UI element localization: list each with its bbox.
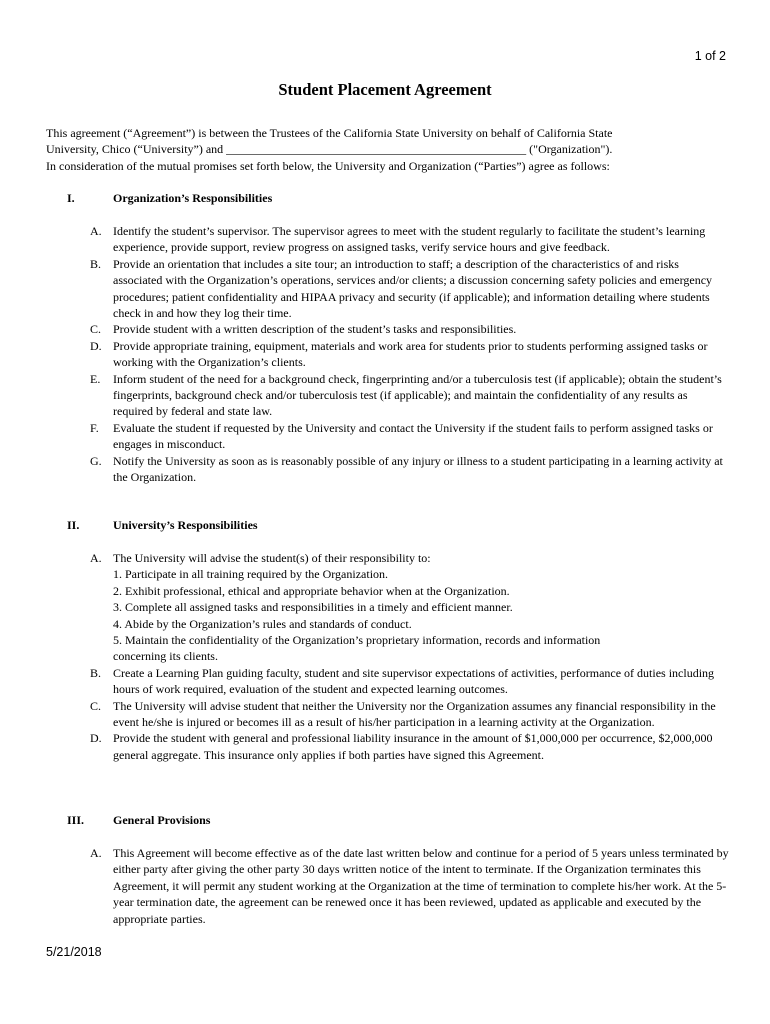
sub-item: 5. Maintain the confidentiality of the Organization’s proprietary information, records and information xyxy=(113,633,601,648)
intro-line: This agreement (“Agreement”) is between the Trustees of the California State University on behalf of California State xyxy=(46,126,613,140)
item-letter: G. xyxy=(90,453,102,468)
item-letter: D. xyxy=(90,731,102,746)
list-item xyxy=(90,371,730,420)
list-item xyxy=(90,256,730,322)
item-letter: D. xyxy=(90,338,102,353)
sub-item: 4. Abide by the Organization’s rules and standards of conduct. xyxy=(113,616,412,631)
list-item xyxy=(90,420,730,453)
section-number: I. xyxy=(67,191,75,205)
intro-paragraph xyxy=(46,125,736,174)
list-item xyxy=(90,665,730,698)
list-item xyxy=(90,321,730,337)
item-letter: B. xyxy=(90,665,102,680)
item-text: Provide student with a written description of the student’s tasks and responsibilities. xyxy=(113,322,517,337)
item-text: Inform student of the need for a background check, fingerprinting and/or a tuberculosis test (if applicable); obtain the student’s fingerprints, background check and/or tuberculosis test (if applicable); and maintain the confidentiality of any results as required by federal and state law. xyxy=(113,371,722,419)
item-letter: A. xyxy=(90,224,102,238)
page-number: 1 of 2 xyxy=(694,49,726,63)
section-list-general xyxy=(90,845,730,927)
sub-item: 2. Exhibit professional, ethical and appropriate behavior when at the Organization. xyxy=(113,583,510,598)
item-letter: B. xyxy=(90,256,102,271)
item-text: Notify the University as soon as is reasonably possible of any injury or illness to a student participating in a learning activity at the Organization. xyxy=(113,453,723,485)
item-letter: C. xyxy=(90,698,102,713)
intro-line: University, Chico (“University”) and __________________________________________________ ("Organization"). xyxy=(46,142,613,157)
intro-line: In consideration of the mutual promises set forth below, the University and Organization (“Parties”) agree as follows: xyxy=(46,158,610,173)
item-text: Create a Learning Plan guiding faculty, student and site supervisor expectations of activities, performance of duties including hours of work required, evaluation of the student and expected learning outcomes. xyxy=(113,665,715,697)
list-item xyxy=(90,338,730,371)
section-title: General Provisions xyxy=(113,813,211,827)
item-letter: F. xyxy=(90,420,99,435)
section-number: II. xyxy=(67,518,80,532)
list-item xyxy=(90,730,730,763)
item-letter: C. xyxy=(90,322,102,337)
section-heading-university xyxy=(67,517,258,533)
section-heading-organization xyxy=(67,190,272,206)
item-text: Identify the student’s supervisor. The supervisor agrees to meet with the student regularly to facilitate the student’s learning experience, provide support, review progress on assigned tasks, verify service hours and give feedback. xyxy=(113,224,706,255)
section-title: University’s Responsibilities xyxy=(113,518,258,532)
sub-item: 1. Participate in all training required by the Organization. xyxy=(113,567,389,582)
item-text: The University will advise the student(s) of their responsibility to: xyxy=(113,551,431,565)
item-text: This Agreement will become effective as of the date last written below and continue for a period of 5 years unless terminated by either party after giving the other party 30 days written notice of the intent to terminate. If the Organization terminates this Agreement, it will permit any student working at the Organization at the time of termination to complete his/her work. At the 5-year termination date, the agreement can be renewed once it has been reviewed, updated as applicable and executed by the appropriate parties. xyxy=(113,846,729,926)
list-item xyxy=(90,698,730,731)
list-item xyxy=(90,453,730,486)
list-item xyxy=(90,223,730,256)
list-item xyxy=(90,550,730,665)
item-text: The University will advise student that neither the University nor the Organization assumes any financial responsibility in the event he/she is injured or becomes ill as a result of his/her participation in a learning activity at the Organization. xyxy=(113,698,716,730)
sub-item: 3. Complete all assigned tasks and responsibilities in a timely and efficient manner. xyxy=(113,600,513,615)
item-letter: E. xyxy=(90,371,101,386)
item-text: Provide appropriate training, equipment, materials and work area for students prior to students performing assigned tasks or working with the Organization’s clients. xyxy=(113,338,708,370)
section-list-organization xyxy=(90,223,730,486)
item-letter: A. xyxy=(90,846,102,860)
item-text: Provide the student with general and professional liability insurance in the amount of $1,000,000 per occurrence, $2,000,000 general aggregate. This insurance only applies if both parties have signed this Agreement. xyxy=(113,731,713,762)
section-title: Organization’s Responsibilities xyxy=(113,191,273,205)
section-heading-general xyxy=(67,812,210,828)
document-title: Student Placement Agreement xyxy=(278,80,492,99)
item-text: Provide an orientation that includes a site tour; an introduction to staff; a description of the characteristics of and risks associated with the Organization’s operations, services and/or clients; a discussion concerning safety policies and emergency procedures; patient confidentiality and HIPAA privacy and security (if applicable); and information detailing where students check in and how they log their time. xyxy=(113,256,713,321)
section-list-university xyxy=(90,550,730,763)
item-text: Evaluate the student if requested by the University and contact the University if the student fails to perform assigned tasks or engages in misconduct. xyxy=(113,420,713,452)
footer-date: 5/21/2018 xyxy=(46,945,102,959)
list-item xyxy=(90,845,730,927)
section-number: III. xyxy=(67,813,85,827)
sub-item-continuation: concerning its clients. xyxy=(113,649,218,664)
item-letter: A. xyxy=(90,551,102,565)
